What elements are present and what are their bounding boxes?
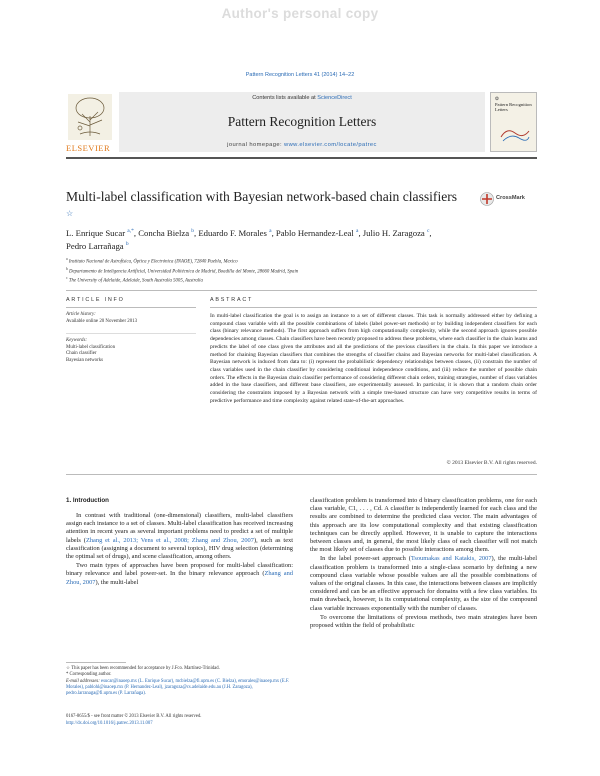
- author[interactable]: L. Enrique Sucar $^{a,*}$: [66, 227, 134, 238]
- left-column: [66, 512, 293, 588]
- article-info-rule: [66, 307, 196, 308]
- citation-link[interactable]: Tsoumakas and Katakis, 2007: [410, 555, 492, 563]
- keywords: Keywords: Multi-label classification Chain classifier Bayesian networks: [66, 338, 196, 364]
- abstract-rule: [210, 307, 537, 308]
- keywords-rule: [66, 333, 196, 334]
- author[interactable]: Pedro Larrañaga $^b$: [66, 241, 129, 252]
- cover-logo-icon: ❂: [495, 96, 499, 101]
- affiliations: [66, 256, 536, 285]
- footnote-rule: [66, 662, 126, 663]
- paragraph: In contrast with traditional (one-dimensional) classifiers, multi-label classifiers assign each instance to a set of classes. Multi-label classification has received increasing attention in recent years as several important problems need to predict a set of multiple labels (Zhang et al., 2013; Vens et al., 2008; Zhang and Zhou, 2007), such as text classification (assigning a document to several topics), HIV drug selection (determining the optimal set of drugs), and scene classification, among others.: [66, 512, 294, 561]
- cover-title: Pattern Recognition Letters: [495, 102, 532, 113]
- author[interactable]: Concha Bielza $^b$: [138, 227, 195, 238]
- paragraph: Two main types of approaches have been proposed for multi-label classification: binary relevance and label power-set. In the binary relevance approach (Zhang and Zhou, 2007), the multi-label: [66, 562, 293, 586]
- footnote: ☆ This paper has been recommended for acceptance by J.Fco. Martínez-Trinidad.: [66, 666, 220, 671]
- footnote: * Corresponding author.: [66, 672, 112, 678]
- affiliation: $^b$ Departamento de Inteligencia Artificial, Universidad Politécnica de Madrid, Boadilla del Monte, 28660 Madrid, Spain: [66, 266, 299, 275]
- article-history: Article history: Available online 20 November 2013: [66, 312, 138, 324]
- paper-title: Multi-label classification with Bayesian network-based chain classifiers ☆: [66, 189, 458, 218]
- homepage-url-link[interactable]: www.elsevier.com/locate/patrec: [283, 142, 377, 148]
- footnotes: [66, 666, 293, 697]
- citation-link[interactable]: Zhang et al., 2013; Vens et al., 2008; Zhang and Zhou, 2007: [85, 536, 254, 544]
- journal-citation-link[interactable]: Pattern Recognition Letters 41 (2014) 14–22: [245, 72, 355, 78]
- author[interactable]: Julio H. Zaragoza $^c$: [362, 227, 430, 238]
- contents-line: Contents lists available at ScienceDirect: [252, 95, 352, 101]
- author[interactable]: Eduardo F. Morales $^a$: [198, 227, 272, 238]
- masthead-rule: [66, 157, 537, 159]
- paragraph: In the label power-set approach (Tsoumakas and Katakis, 2007), the multi-label classification problem is transformed into a single-class scenario by defining a new compound class variable whose possible values are all the possible combinations of values of the original classes. In this case, the interactions between classes are implicitly considered and can be an effective approach for domains with a few class variables. Its main drawback, however, is its computational complexity, as the size of the compound class variable increases exponentially with the number of classes.: [310, 555, 537, 612]
- crossmark-icon: [480, 192, 494, 206]
- doi-line: [66, 721, 293, 727]
- journal-band: [119, 92, 485, 152]
- keyword: Bayesian networks: [66, 357, 104, 363]
- cover-art-icon: [499, 123, 531, 143]
- author[interactable]: Pablo Hernandez-Leal $^a$: [275, 227, 359, 238]
- paragraph: To overcome the limitations of previous methods, two main strategies have been proposed within the field of probabilistic: [310, 613, 537, 630]
- citation-link[interactable]: Zhang and Zhou, 2007: [66, 570, 293, 586]
- crossmark-badge[interactable]: [480, 192, 540, 206]
- author-list: L. Enrique Sucar $^{a,*}$, Concha Bielza $^b$, Eduardo F. Morales $^a$, Pablo Hernandez-Leal $^a$, Julio H. Zaragoza $^c$, Pedro Larrañaga $^b$: [66, 227, 432, 252]
- right-column: [310, 497, 537, 631]
- abstract-heading: ABSTRACT: [210, 297, 254, 303]
- keyword: Multi-label classification: [66, 344, 116, 350]
- masthead: [66, 92, 537, 152]
- article-info-heading: ARTICLE INFO: [66, 297, 125, 303]
- sciencedirect-link[interactable]: ScienceDirect: [317, 95, 352, 101]
- crossmark-label: CrossMark: [496, 195, 525, 201]
- issn-line: 0167-8655/$ - see front matter © 2013 Elsevier B.V. All rights reserved.: [66, 714, 202, 719]
- paragraph: classification problem is transformed into d binary classification problems, one for each class variable, C1, . . . , Cd. A classifier is independently learned for each class and the results are combined to determine the predicted class vector. The main advantages of this approach are its low computational complexity and that existing classification techniques can be directly applied. However, it is unable to capture the interactions between classes and, in general, the most likely class of each classifier will not match the most likely set of classes due to possible interactions among them.: [310, 497, 537, 554]
- journal-homepage: journal homepage: www.elsevier.com/locate/patrec: [227, 142, 377, 148]
- info-top-rule: [66, 290, 537, 291]
- journal-cover-thumbnail: [490, 92, 537, 152]
- abstract-text: In multi-label classification the goal is to assign an instance to a set of different classes. This task is normally addressed either by defining a compound class variable with all the possible combinations of labels (label power-set methods) or by building independent classifiers for each class (binary relevance methods). The first approach suffers from high computationally complexity, while the second approach ignores possible dependencies among classes. Chain classifiers have been recently proposed to address these problems, where each classifier in the chain learns and predicts the label of one class given the attributes and all the predictions of the previous classifiers in the chain. In this paper we introduce a method for chaining Bayesian classifiers that combines the strengths of classifier chains and Bayesian networks for multi-label classification. A Bayesian network is induced from data to: (i) represent the probabilistic dependency relationships between classes, (ii) constrain the number of class variables used in the chain classifier by considering conditional independence conditions, and (iii) reduce the number of possible chain orders. The effects in the Bayesian chain classifier performance of considering different chain orders, training strategies, number of class variables added in the base classifiers, and different base classifiers, are experimentally assessed. In particular, it is shown that a random chain order considering the constraints imposed by a Bayesian network with a simple tree-based structure can have very competitive results in terms of predictive performance and time complexity against related state-of-the-art approaches.: [210, 313, 537, 404]
- abstract-bottom-rule: [66, 474, 537, 475]
- section-heading: 1. Introduction: [66, 497, 109, 504]
- journal-title: Pattern Recognition Letters: [227, 114, 377, 129]
- publisher-name: ELSEVIER: [66, 143, 111, 153]
- email-addresses[interactable]: esucar@inaoep.mx (L. Enrique Sucar), mcbielza@fi.upm.es (C. Bielza), emorales@inaoep.mx (E.F. Morales), pablohl@inaoep.mx (P. Hernandez-Leal), jzaragoza@cs.adelaide.edu.au (J.H. Zaragoza), pedro.larranaga@fi.upm.es (P. Larrañaga).: [66, 678, 290, 697]
- affiliation: $^c$ The University of Adelaide, Adelaide, South Australia 5005, Australia: [66, 276, 203, 284]
- doi-link[interactable]: http://dx.doi.org/10.1016/j.patrec.2013.11.007: [66, 721, 153, 726]
- footnote: E-mail addresses: esucar@inaoep.mx (L. Enrique Sucar), mcbielza@fi.upm.es (C. Bielza), emorales@inaoep.mx (E.F. Morales), pablohl@inaoep.mx (P. Hernandez-Leal), jzaragoza@cs.adelaide.edu.au (J.H. Zaragoza), pedro.larranaga@fi.upm.es (P. Larrañaga).: [66, 678, 290, 697]
- affiliation: $^a$ Instituto Nacional de Astrofísica, Óptica y Electrónica (INAOE), 72840 Puebla, Mexico: [66, 257, 238, 265]
- watermark: Author's personal copy: [221, 6, 379, 21]
- copyright: © 2013 Elsevier B.V. All rights reserved.: [446, 460, 537, 466]
- keyword: Chain classifier: [66, 351, 97, 357]
- title-footnote-mark[interactable]: ☆: [66, 209, 74, 218]
